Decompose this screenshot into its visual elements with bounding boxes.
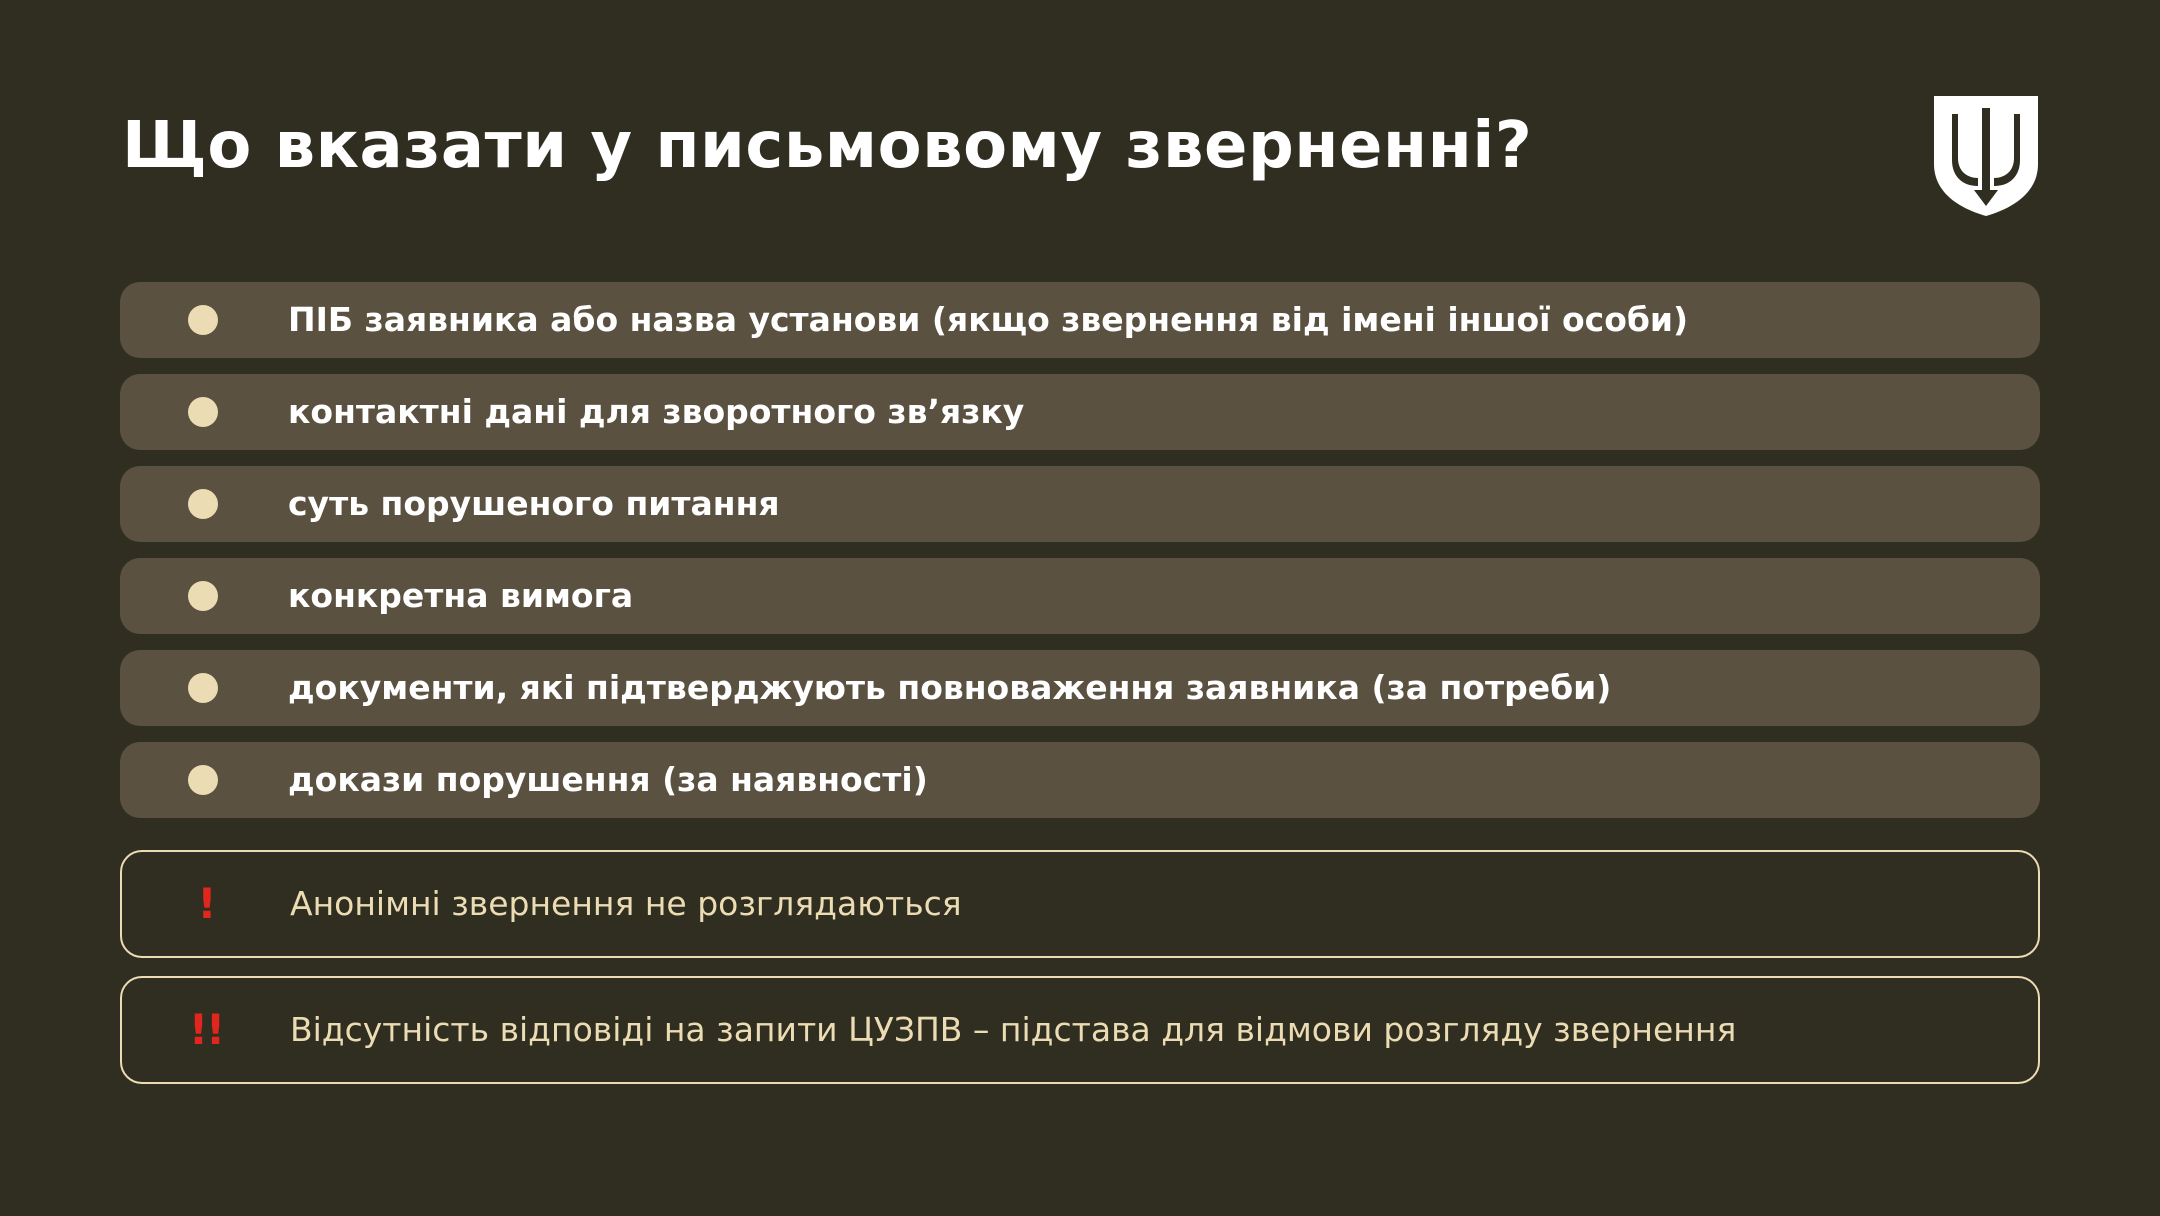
- list-item-label: документи, які підтверджують повноваження заявника (за потреби): [288, 668, 1612, 707]
- list-item: [120, 742, 2040, 818]
- list-item-label: докази порушення (за наявності): [288, 760, 928, 799]
- bullet-icon: [188, 581, 218, 611]
- double-exclamation-icon: !!: [188, 1005, 224, 1054]
- bullet-icon: [188, 673, 218, 703]
- bullet-icon: [188, 305, 218, 335]
- list-item-label: конкретна вимога: [288, 576, 634, 615]
- list-item: [120, 558, 2040, 634]
- note-text: Анонімні звернення не розглядаються: [290, 884, 962, 923]
- trident-shield-icon: [1932, 94, 2040, 218]
- list-item: [120, 282, 2040, 358]
- no-response-note: [120, 976, 2040, 1084]
- bullet-icon: [188, 397, 218, 427]
- bullet-icon: [188, 765, 218, 795]
- list-item-label: суть порушеного питання: [288, 484, 780, 523]
- bullet-icon: [188, 489, 218, 519]
- list-item-label: контактні дані для зворотного зв’язку: [288, 392, 1025, 431]
- list-item-label: ПІБ заявника або назва установи (якщо звернення від імені іншої особи): [288, 300, 1689, 339]
- list-item: [120, 650, 2040, 726]
- page-title: Що вказати у письмовому зверненні?: [122, 109, 1533, 183]
- requirements-list: [120, 282, 2040, 834]
- anonymous-note: [120, 850, 2040, 958]
- list-item: [120, 374, 2040, 450]
- exclamation-icon: !: [197, 879, 215, 928]
- list-item: [120, 466, 2040, 542]
- note-text: Відсутність відповіді на запити ЦУЗПВ – підстава для відмови розгляду звернення: [290, 1010, 1737, 1049]
